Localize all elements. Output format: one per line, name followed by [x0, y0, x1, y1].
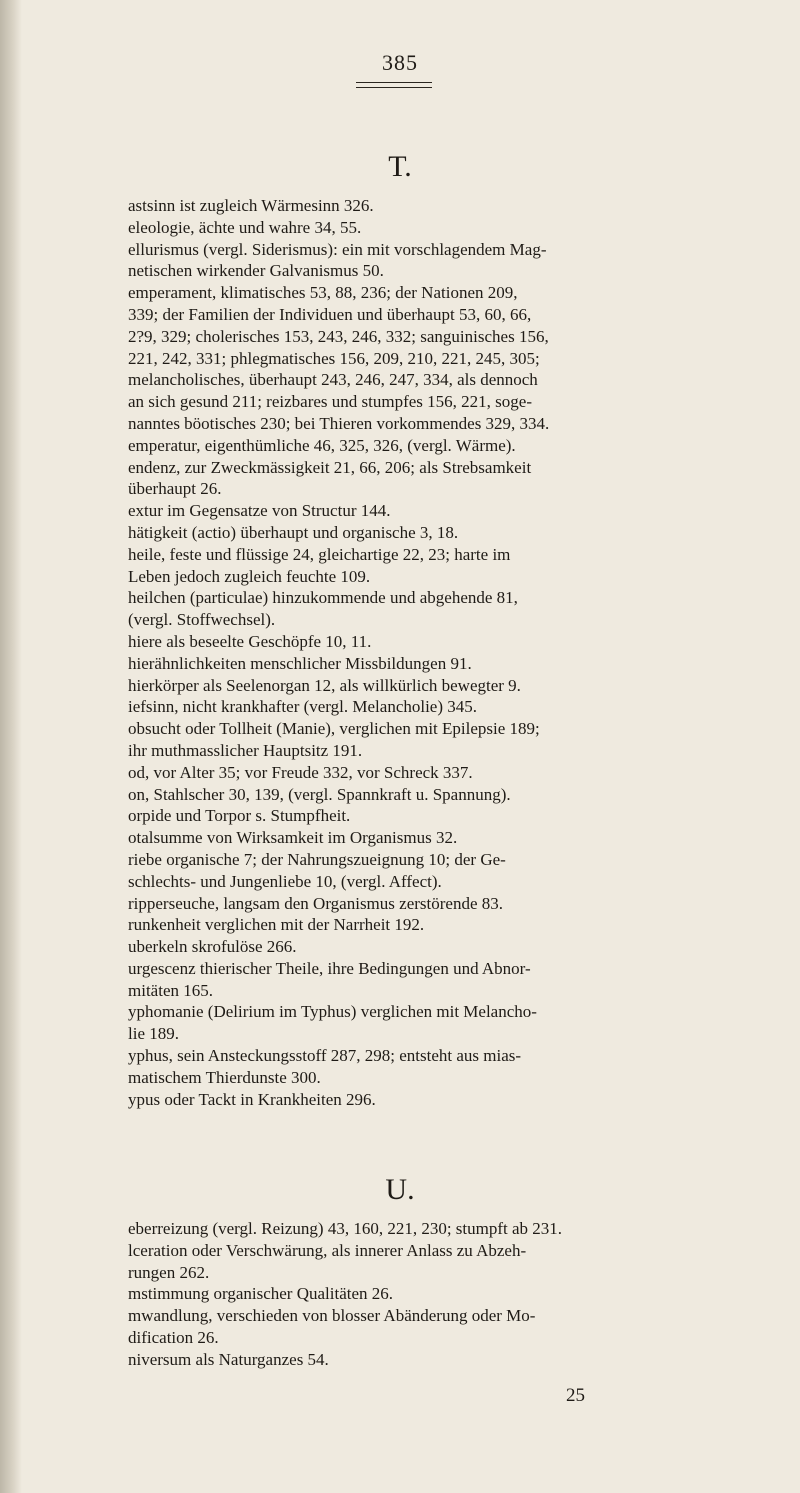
index-entry: niversum als Naturganzes 54.: [128, 1349, 329, 1369]
index-entry: yphus, sein Ansteckungsstoff 287, 298; entsteht aus mias-: [128, 1046, 522, 1066]
index-entry: emperament, klimatisches 53, 88, 236; der Nationen 209,: [128, 283, 518, 303]
index-entry: dification 26.: [128, 1327, 219, 1347]
signature-mark: 25: [566, 1385, 585, 1406]
index-entry: extur im Gegensatze von Structur 144.: [128, 501, 391, 521]
index-entry: uberkeln skrofulöse 266.: [128, 937, 297, 957]
index-entry: hierähnlichkeiten menschlicher Missbildungen 91.: [128, 653, 472, 673]
index-entry: astsinn ist zugleich Wärmesinn 326.: [128, 196, 374, 215]
section-heading-t: T.: [388, 150, 412, 183]
index-entry: 221, 242, 331; phlegmatisches 156, 209, 210, 221, 245, 305;: [128, 348, 540, 368]
index-entry: mstimmung organischer Qualitäten 26.: [128, 1284, 394, 1304]
index-entry: otalsumme von Wirksamkeit im Organismus 32.: [128, 828, 458, 848]
index-entry: hiere als beseelte Geschöpfe 10, 11.: [128, 631, 372, 651]
index-entry: heilchen (particulae) hinzukommende und abgehende 81,: [128, 588, 518, 608]
index-entry: urgescenz thierischer Theile, ihre Bedingungen und Abnor-: [128, 958, 531, 978]
index-entry: runkenheit verglichen mit der Narrheit 192.: [128, 915, 425, 935]
index-entry: heile, feste und flüssige 24, gleichartige 22, 23; harte im: [128, 544, 511, 564]
index-entries-t: [128, 195, 778, 1110]
index-entry: nanntes böotisches 230; bei Thieren vorkommendes 329, 334.: [128, 413, 550, 433]
index-entry: emperatur, eigenthümliche 46, 325, 326, (vergl. Wärme).: [128, 435, 516, 455]
index-entry: ihr muthmasslicher Hauptsitz 191.: [128, 740, 363, 760]
index-entry: iefsinn, nicht krankhafter (vergl. Melancholie) 345.: [128, 697, 478, 717]
section-heading-u: U.: [385, 1173, 415, 1206]
index-entry: ellurismus (vergl. Siderismus): ein mit vorschlagendem Mag-: [128, 239, 547, 259]
index-entry: eberreizung (vergl. Reizung) 43, 160, 221, 230; stumpft ab 231.: [128, 1219, 563, 1238]
index-entry: melancholisches, überhaupt 243, 246, 247, 334, als dennoch: [128, 370, 538, 390]
index-entry: ripperseuche, langsam den Organismus zerstörende 83.: [128, 893, 503, 913]
index-entry: lie 189.: [128, 1024, 179, 1044]
page-number: 385: [382, 50, 418, 75]
index-entry: 339; der Familien der Individuen und überhaupt 53, 60, 66,: [128, 304, 532, 324]
index-entry: an sich gesund 211; reizbares und stumpfes 156, 221, soge-: [128, 392, 532, 412]
index-entry: eleologie, ächte und wahre 34, 55.: [128, 217, 362, 237]
index-entry: obsucht oder Tollheit (Manie), verglichen mit Epilepsie 189;: [128, 719, 540, 739]
index-entry: matischem Thierdunste 300.: [128, 1067, 321, 1087]
index-entry: riebe organische 7; der Nahrungszueignung 10; der Ge-: [128, 849, 506, 869]
index-entry: mitäten 165.: [128, 980, 213, 1000]
header-rule: [356, 82, 432, 88]
index-entries-u: [128, 1218, 778, 1371]
index-entry: hierkörper als Seelenorgan 12, als willkürlich bewegter 9.: [128, 675, 521, 695]
index-entry: lceration oder Verschwärung, als innerer Anlass zu Abzeh-: [128, 1240, 527, 1260]
index-entry: netischen wirkender Galvanismus 50.: [128, 261, 384, 281]
index-entry: rungen 262.: [128, 1262, 210, 1282]
index-entry: 2?9, 329; cholerisches 153, 243, 246, 332; sanguinisches 156,: [128, 326, 549, 346]
index-entry: on, Stahlscher 30, 139, (vergl. Spannkraft u. Spannung).: [128, 784, 511, 804]
binding-gutter: [0, 0, 22, 1493]
index-entry: mwandlung, verschieden von blosser Abänderung oder Mo-: [128, 1306, 536, 1326]
index-entry: endenz, zur Zweckmässigkeit 21, 66, 206; als Strebsamkeit: [128, 457, 532, 477]
index-entry: yphomanie (Delirium im Typhus) verglichen mit Melancho-: [128, 1002, 537, 1022]
index-entry: od, vor Alter 35; vor Freude 332, vor Schreck 337.: [128, 762, 473, 782]
index-entry: (vergl. Stoffwechsel).: [128, 610, 276, 630]
index-entry: Leben jedoch zugleich feuchte 109.: [128, 566, 371, 586]
index-entry: hätigkeit (actio) überhaupt und organische 3, 18.: [128, 522, 459, 542]
index-entry: orpide und Torpor s. Stumpfheit.: [128, 806, 351, 826]
index-entry: überhaupt 26.: [128, 479, 222, 499]
index-entry: schlechts- und Jungenliebe 10, (vergl. Affect).: [128, 871, 442, 891]
index-entry: ypus oder Tackt in Krankheiten 296.: [128, 1089, 376, 1109]
